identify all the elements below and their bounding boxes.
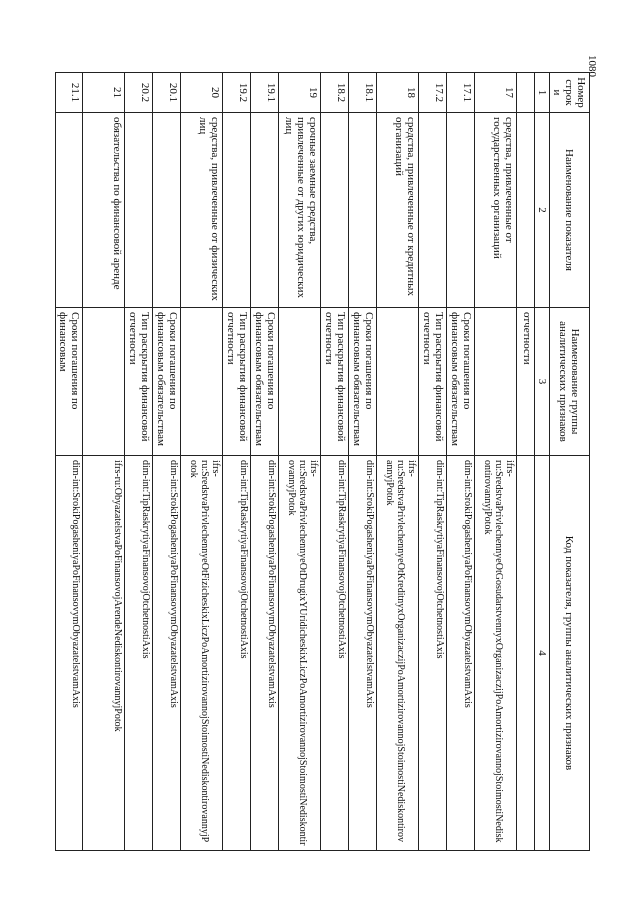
row-number-cell: 17 [475, 73, 517, 113]
rotated-page [57, 72, 590, 850]
header-code: Код показателя, группы аналитических признаков [550, 456, 590, 851]
row-number-cell: 18 [377, 73, 419, 113]
indicator-name-cell [125, 113, 153, 308]
code-cell: ifrs-ru:SredstvaPrivlechennyeOtFizicheskixLiczPoAmortizirovannojStoimostiNediskontirovannyjPotok [181, 456, 223, 851]
row-number-cell: 21.1 [56, 73, 83, 113]
row-number-cell: 21 [83, 73, 125, 113]
table-row [279, 73, 321, 851]
indicator-name-cell: средства, привлеченные от физических лиц [181, 113, 223, 308]
header-col-number: 4 [535, 456, 550, 851]
group-name-cell: Сроки погашения по финансовым [56, 308, 83, 456]
code-cell [517, 456, 535, 851]
table-row [349, 73, 377, 851]
table-row [83, 73, 125, 851]
group-name-cell [475, 308, 517, 456]
code-cell: dim-int:SrokiPogasheniyaPoFinansovymObyazatelstvamAxis [447, 456, 475, 851]
group-name-cell: отчетности [517, 308, 535, 456]
group-name-cell [377, 308, 419, 456]
group-name-cell: Тип раскрытия финансовой отчетности [125, 308, 153, 456]
row-number-cell: 18.1 [349, 73, 377, 113]
code-cell: dim-int:SrokiPogasheniyaPoFinansovymObyazatelstvamAxis [56, 456, 83, 851]
code-cell: ifrs-ru:ObyazatelstvaPoFinansovojArendeNediskontirovannyjPotok [83, 456, 125, 851]
header-col-number: 1 [535, 73, 550, 113]
header-row [550, 73, 590, 851]
table-row [377, 73, 419, 851]
table-row [153, 73, 181, 851]
header-col-number: 3 [535, 308, 550, 456]
indicator-table [55, 72, 590, 851]
indicator-name-cell: средства, привлеченные от кредитных организаций [377, 113, 419, 308]
code-cell: dim-int:TipRaskrytiyaFinansovojOtchetnostiAxis [419, 456, 447, 851]
indicator-name-cell: обязательства по финансовой аренде [83, 113, 125, 308]
row-number-cell: 18.2 [321, 73, 349, 113]
row-number-cell: 20 [181, 73, 223, 113]
row-number-cell: 17.2 [419, 73, 447, 113]
indicator-name-cell [447, 113, 475, 308]
row-number-cell: 17.1 [447, 73, 475, 113]
indicator-name-cell [153, 113, 181, 308]
header-row-number: Номер строки [550, 73, 590, 113]
group-name-cell: Сроки погашения по финансовым обязательствам [153, 308, 181, 456]
table-row [181, 73, 223, 851]
code-cell: dim-int:TipRaskrytiyaFinansovojOtchetnostiAxis [223, 456, 251, 851]
table-body [56, 73, 535, 851]
header-numbering-row [535, 73, 550, 851]
row-number-cell: 19.1 [251, 73, 279, 113]
code-cell: ifrs-ru:SredstvaPrivlechennyeOtKreditnyxOrganizaczijPoAmortizirovannojStoimostiNediskontirovannyjPotok [377, 456, 419, 851]
group-name-cell: Тип раскрытия финансовой отчетности [321, 308, 349, 456]
indicator-name-cell [419, 113, 447, 308]
group-name-cell: Сроки погашения по финансовым обязательствам [251, 308, 279, 456]
page-number: 1080 [586, 55, 598, 77]
indicator-name-cell [56, 113, 83, 308]
indicator-name-cell: средства, привлеченные от государственных организаций [475, 113, 517, 308]
group-name-cell: Сроки погашения по финансовым обязательствам [349, 308, 377, 456]
table-row [517, 73, 535, 851]
table-row [223, 73, 251, 851]
row-number-cell [517, 73, 535, 113]
row-number-cell: 19.2 [223, 73, 251, 113]
table-row [321, 73, 349, 851]
code-cell: dim-int:SrokiPogasheniyaPoFinansovymObyazatelstvamAxis [153, 456, 181, 851]
group-name-cell: Тип раскрытия финансовой отчетности [419, 308, 447, 456]
indicator-name-cell [349, 113, 377, 308]
table-row [447, 73, 475, 851]
code-cell: dim-int:TipRaskrytiyaFinansovojOtchetnostiAxis [125, 456, 153, 851]
code-cell: ifrs-ru:SredstvaPrivlechennyeOtDrugixYUridicheskixLiczPoAmortizirovannojStoimostiNediskontirovannyjPotok [279, 456, 321, 851]
row-number-cell: 19 [279, 73, 321, 113]
indicator-name-cell [321, 113, 349, 308]
table-row [419, 73, 447, 851]
table-row [251, 73, 279, 851]
indicator-name-cell [223, 113, 251, 308]
table-row [475, 73, 517, 851]
indicator-name-cell: срочные заемные средства, привлеченные от других юридических лиц [279, 113, 321, 308]
header-indicator-name: Наименование показателя [550, 113, 590, 308]
table-row [125, 73, 153, 851]
group-name-cell: Сроки погашения по финансовым обязательствам [447, 308, 475, 456]
group-name-cell [279, 308, 321, 456]
indicator-name-cell [251, 113, 279, 308]
row-number-cell: 20.2 [125, 73, 153, 113]
group-name-cell [181, 308, 223, 456]
code-cell: ifrs-ru:SredstvaPrivlechennyeOtGosudarstvennyxOrganizaczijPoAmortizirovannojStoimostiNediskontirovannyjPotok [475, 456, 517, 851]
code-cell: dim-int:SrokiPogasheniyaPoFinansovymObyazatelstvamAxis [251, 456, 279, 851]
group-name-cell [83, 308, 125, 456]
code-cell: dim-int:TipRaskrytiyaFinansovojOtchetnostiAxis [321, 456, 349, 851]
indicator-name-cell [517, 113, 535, 308]
code-cell: dim-int:SrokiPogasheniyaPoFinansovymObyazatelstvamAxis [349, 456, 377, 851]
row-number-cell: 20.1 [153, 73, 181, 113]
table-row [56, 73, 83, 851]
header-col-number: 2 [535, 113, 550, 308]
group-name-cell: Тип раскрытия финансовой отчетности [223, 308, 251, 456]
header-group-name: Наименование группы аналитических признаков [550, 308, 590, 456]
